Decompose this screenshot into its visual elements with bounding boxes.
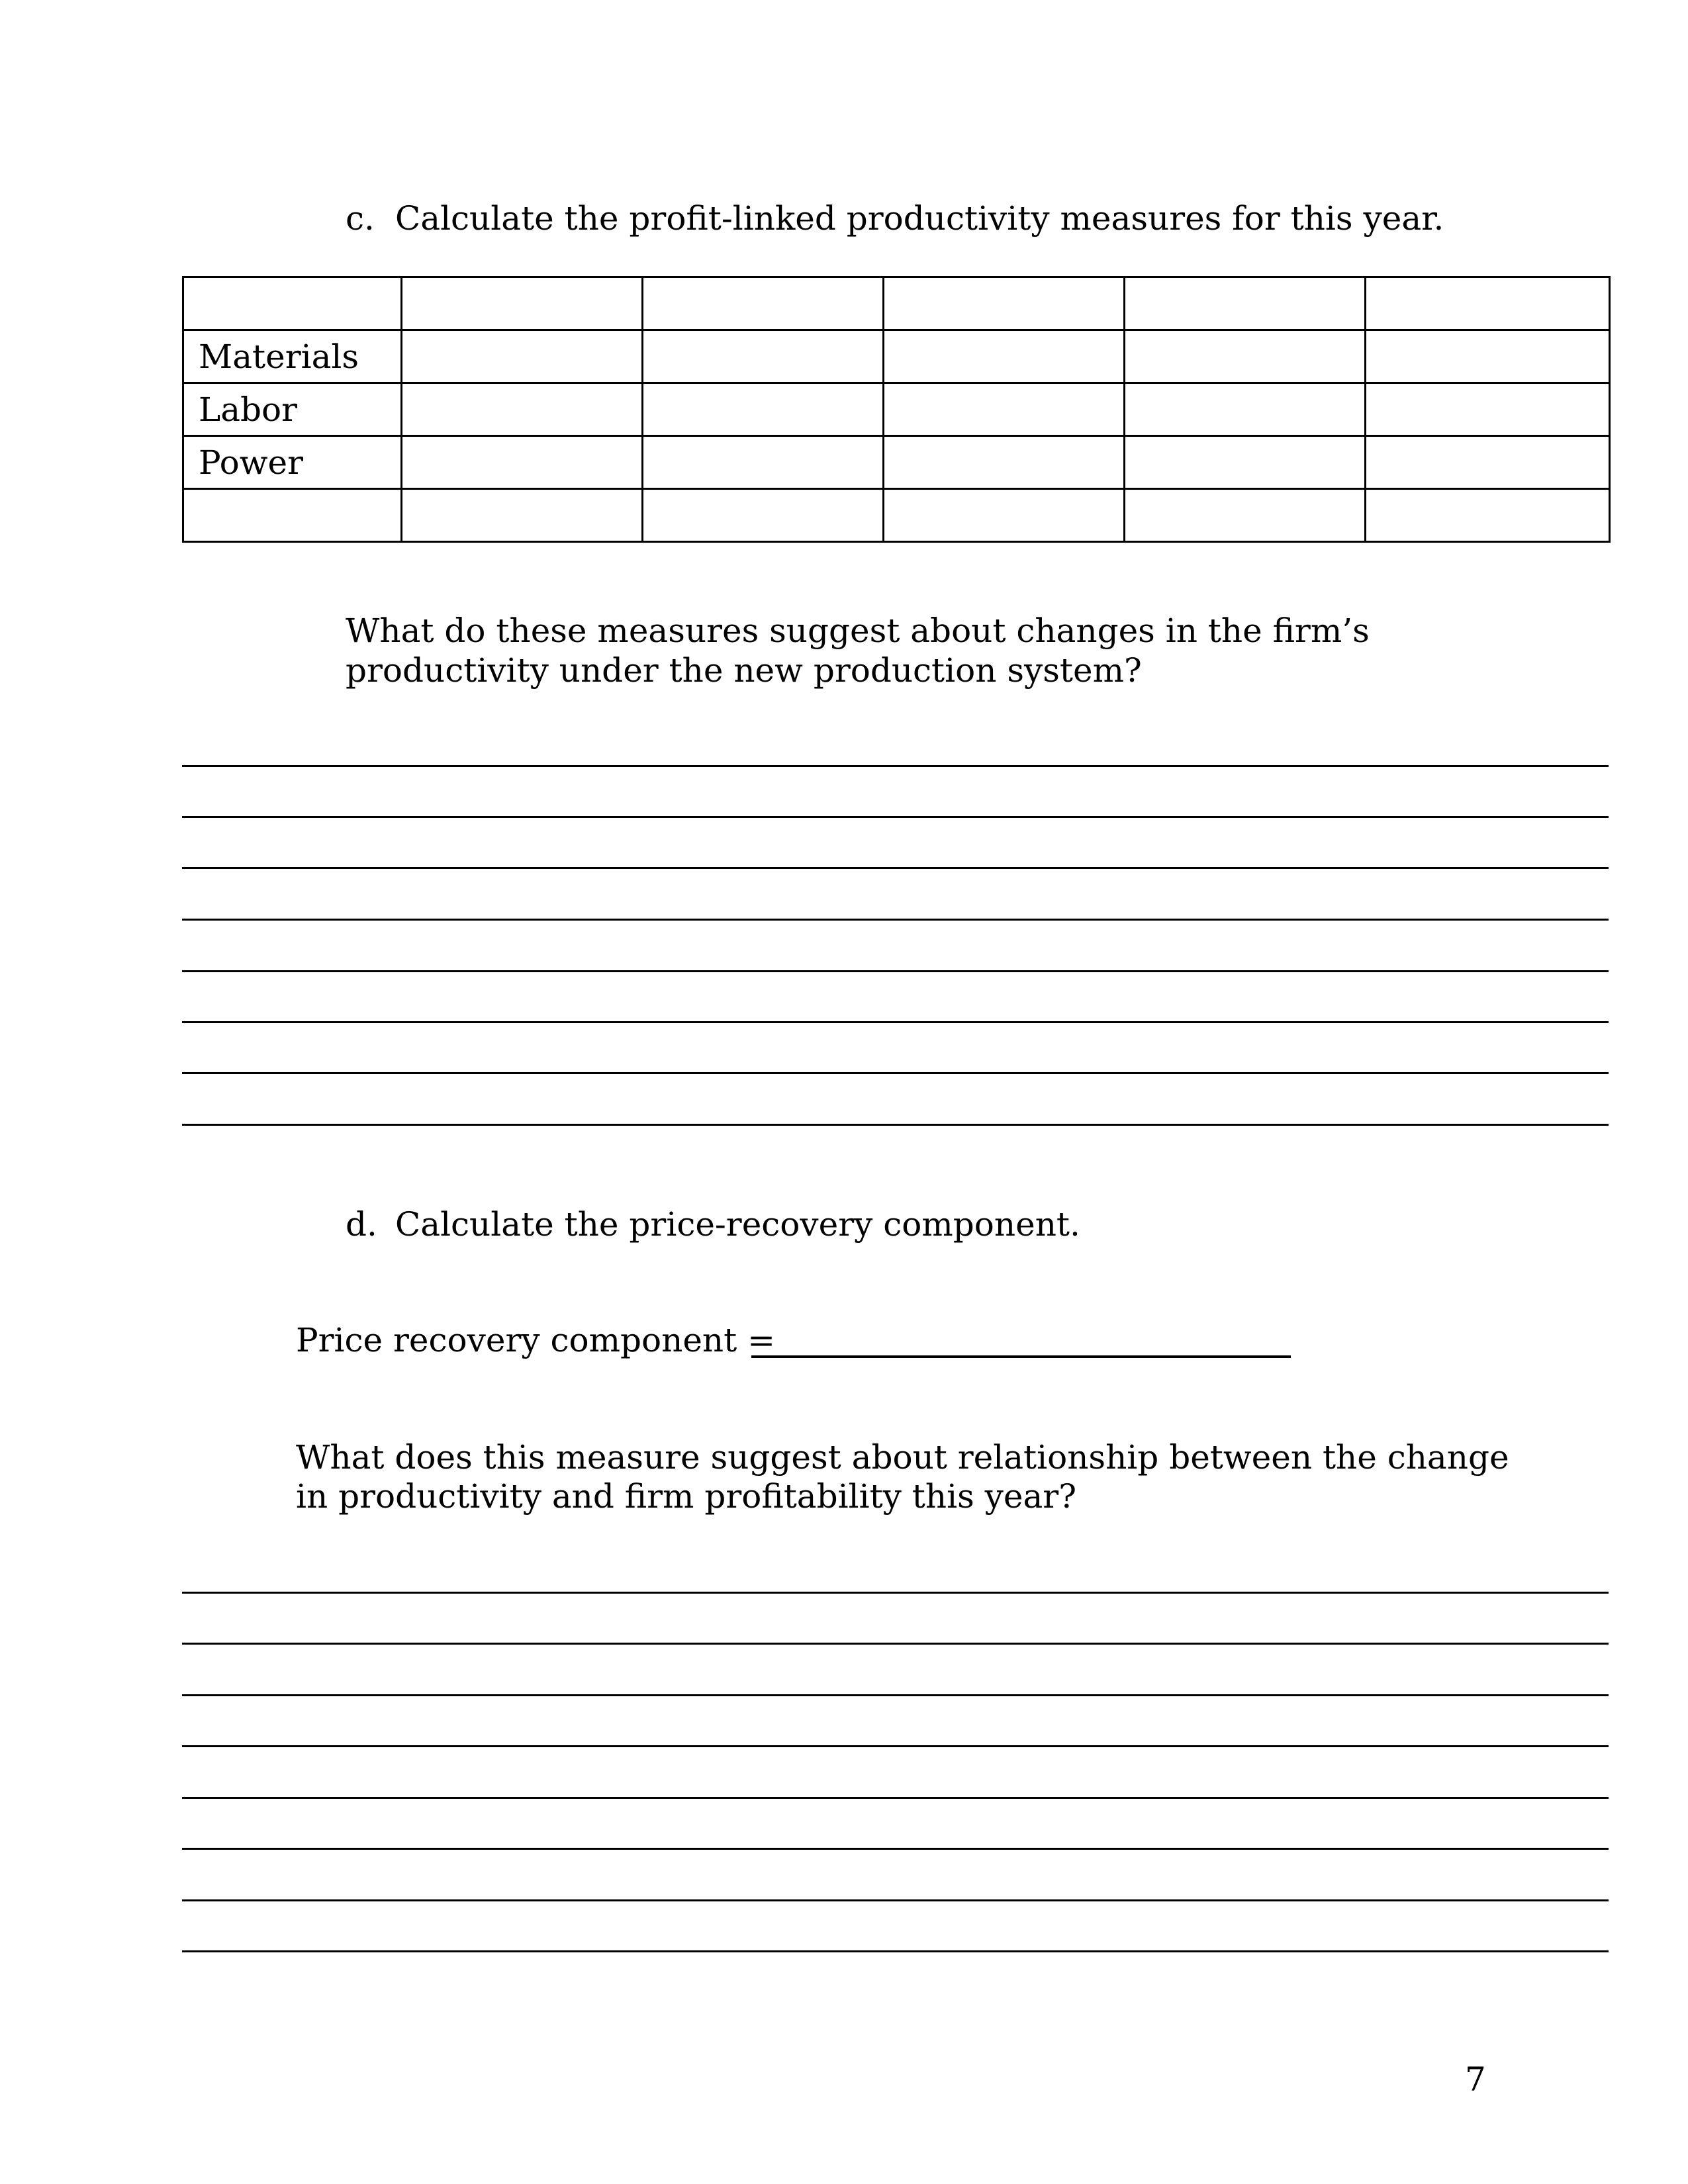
answer-line[interactable] [182,1745,1609,1747]
part-d-question-line-1: What does this measure suggest about relationship between the change [296,1438,1509,1477]
price-recovery-label: Price recovery component = [296,1321,775,1359]
table-cell[interactable] [402,436,643,489]
table-row [183,489,1610,542]
table-cell[interactable] [643,383,884,436]
table-cell[interactable] [884,436,1125,489]
part-d-question-line-2: in productivity and firm profitability this year? [296,1477,1077,1516]
table-row-label [183,489,402,542]
table-cell[interactable] [1125,436,1366,489]
table-cell[interactable] [884,489,1125,542]
table-row [183,436,1610,489]
answer-line[interactable] [182,1072,1609,1074]
answer-line[interactable] [182,765,1609,767]
answer-line[interactable] [182,1643,1609,1645]
table-cell[interactable] [1366,383,1610,436]
table-cell[interactable] [643,489,884,542]
part-d-heading [346,1205,1080,1244]
part-c-prompt: Calculate the profit-linked productivity measures for this year. [395,199,1444,238]
table-cell[interactable] [402,277,643,330]
part-c-question-line-2: productivity under the new production system? [346,651,1142,690]
table-row-label: Materials [183,330,402,383]
page-number: 7 [1465,2060,1486,2099]
answer-line[interactable] [182,1694,1609,1696]
table-cell[interactable] [1125,489,1366,542]
answer-line[interactable] [182,1021,1609,1023]
answer-line[interactable] [182,1950,1609,1952]
table-cell[interactable] [643,436,884,489]
answer-line[interactable] [182,867,1609,869]
price-recovery-answer-field[interactable] [751,1355,1291,1358]
table-cell[interactable] [1366,436,1610,489]
answer-line[interactable] [182,1124,1609,1126]
table-cell[interactable] [402,383,643,436]
table-cell[interactable] [1125,383,1366,436]
table-cell[interactable] [402,330,643,383]
part-c-question-line-1: What do these measures suggest about changes in the firm’s [346,612,1370,650]
answer-line[interactable] [182,816,1609,818]
answer-line[interactable] [182,1848,1609,1850]
table-row [183,383,1610,436]
part-c-heading [346,199,1444,238]
table-cell[interactable] [402,489,643,542]
table-row [183,330,1610,383]
part-d-letter: d. [346,1205,377,1244]
table-cell[interactable] [1125,330,1366,383]
table-row-label: Labor [183,383,402,436]
table-row [183,277,1610,330]
answer-line[interactable] [182,1899,1609,1901]
table-row-label: Power [183,436,402,489]
table-cell[interactable] [884,383,1125,436]
table-cell[interactable] [1125,277,1366,330]
table-cell[interactable] [643,277,884,330]
table-cell[interactable] [643,330,884,383]
table-cell[interactable] [1366,277,1610,330]
table-cell[interactable] [1366,330,1610,383]
table-row-label [183,277,402,330]
answer-line[interactable] [182,1592,1609,1594]
answer-line[interactable] [182,1797,1609,1799]
productivity-table [182,276,1611,543]
table-cell[interactable] [1366,489,1610,542]
table-cell[interactable] [884,330,1125,383]
part-d-prompt: Calculate the price-recovery component. [395,1205,1080,1244]
answer-line[interactable] [182,919,1609,921]
table-cell[interactable] [884,277,1125,330]
answer-line[interactable] [182,970,1609,972]
part-c-letter: c. [346,199,375,238]
